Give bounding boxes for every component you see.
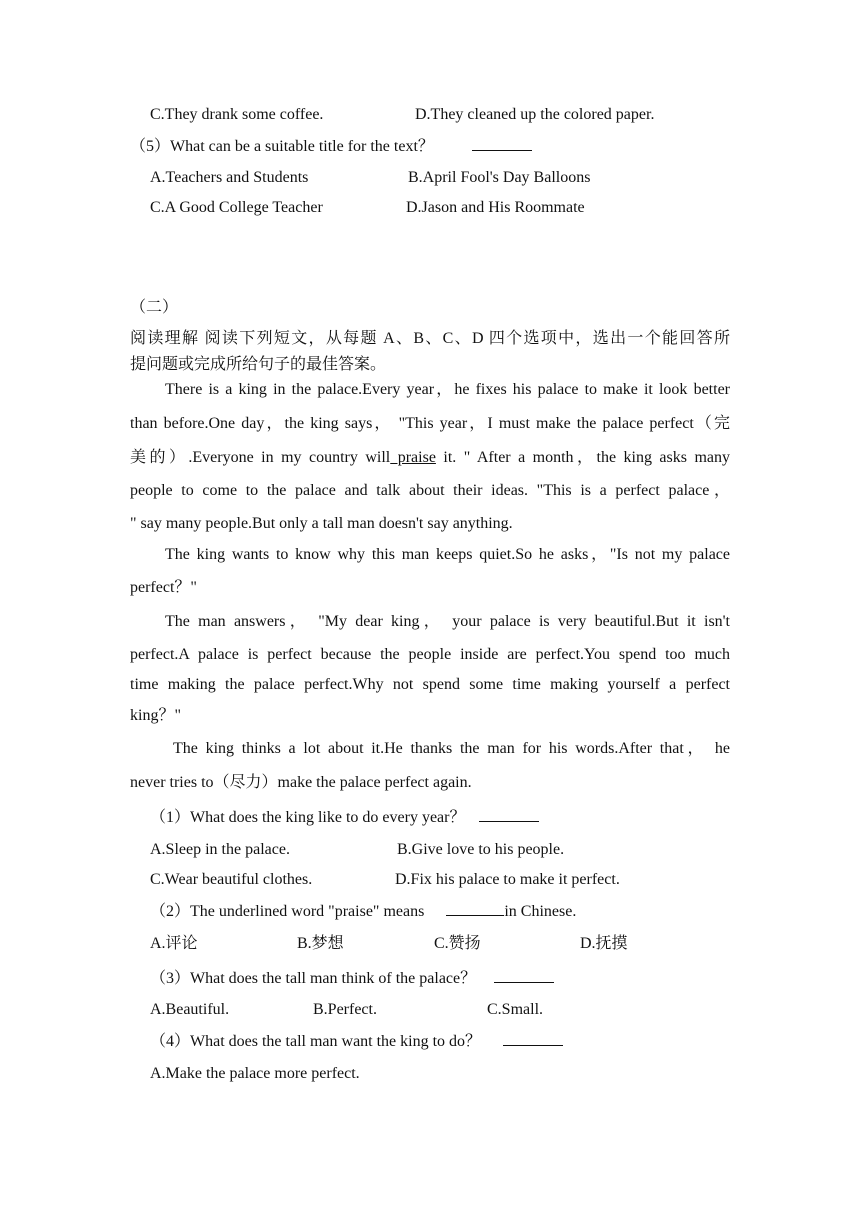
option-a: A.Sleep in the palace. xyxy=(150,841,290,858)
question-4-stem: （4）What does the tall man want the king to do？ xyxy=(150,1031,563,1052)
answer-blank xyxy=(479,807,539,822)
question-5-stem: （5）What can be a suitable title for the text？ xyxy=(130,136,532,157)
option-c: C.They drank some coffee. xyxy=(150,106,324,123)
section-instructions: 阅读理解 阅读下列短文，从每题 A、B、C、D 四个选项中，选出一个能回答所 xyxy=(130,330,730,347)
underlined-word: praise xyxy=(390,449,436,466)
passage-line: The king thinks a lot about it.He thanks the man for his words.After that， he xyxy=(173,740,730,757)
answer-blank xyxy=(494,968,554,983)
passage-line: perfect？" xyxy=(130,579,197,596)
passage-line: perfect.A palace is perfect because the people inside are perfect.You spend too much xyxy=(130,646,730,663)
passage-line: The man answers， "My dear king， your palace is very beautiful.But it isn't xyxy=(165,613,730,630)
answer-blank xyxy=(446,901,504,916)
answer-blank xyxy=(503,1031,563,1046)
question-1-stem: （1）What does the king like to do every year？ xyxy=(150,807,539,828)
passage-line: time making the palace perfect.Why not spend some time making yourself a perfect xyxy=(130,676,730,693)
option-b: B.梦想 xyxy=(297,935,344,952)
passage-line: The king wants to know why this man keeps quiet.So he asks，"Is not my palace xyxy=(165,546,730,563)
question-3-stem: （3）What does the tall man think of the palace？ xyxy=(150,968,554,989)
option-c: C.A Good College Teacher xyxy=(150,199,323,216)
option-d: D.Fix his palace to make it perfect. xyxy=(395,871,620,888)
question-2-stem: （2）The underlined word "praise" means in Chinese. xyxy=(150,903,577,920)
option-c: C.Small. xyxy=(487,1001,544,1018)
option-a: A.Make the palace more perfect. xyxy=(150,1065,360,1082)
option-a: A.Teachers and Students xyxy=(150,169,309,186)
section-instructions-cont: 提问题或完成所给句子的最佳答案。 xyxy=(130,356,387,373)
option-d: D.抚摸 xyxy=(580,935,628,952)
passage-line: There is a king in the palace.Every year，he fixes his palace to make it look better xyxy=(165,381,730,398)
passage-line: king？" xyxy=(130,707,181,724)
option-d: D.They cleaned up the colored paper. xyxy=(415,106,655,123)
passage-line: " say many people.But only a tall man doesn't say anything. xyxy=(130,515,513,532)
option-a: A.评论 xyxy=(150,935,198,952)
option-b: B.Perfect. xyxy=(313,1001,377,1018)
option-d: D.Jason and His Roommate xyxy=(406,199,585,216)
passage-line: 美的）.Everyone in my country will praise it. " After a month，the king asks many xyxy=(130,449,730,466)
option-b: B.April Fool's Day Balloons xyxy=(408,169,591,186)
answer-blank xyxy=(472,136,532,151)
option-b: B.Give love to his people. xyxy=(397,841,565,858)
passage-line: people to come to the palace and talk about their ideas. "This is a perfect palace， xyxy=(130,482,730,499)
option-c: C.赞扬 xyxy=(434,935,481,952)
passage-line: than before.One day，the king says， "This year，I must make the palace perfect（完 xyxy=(130,415,730,432)
section-heading: （二） xyxy=(130,299,179,316)
passage-line: never tries to（尽力）make the palace perfect again. xyxy=(130,774,472,791)
option-a: A.Beautiful. xyxy=(150,1001,230,1018)
option-c: C.Wear beautiful clothes. xyxy=(150,871,313,888)
